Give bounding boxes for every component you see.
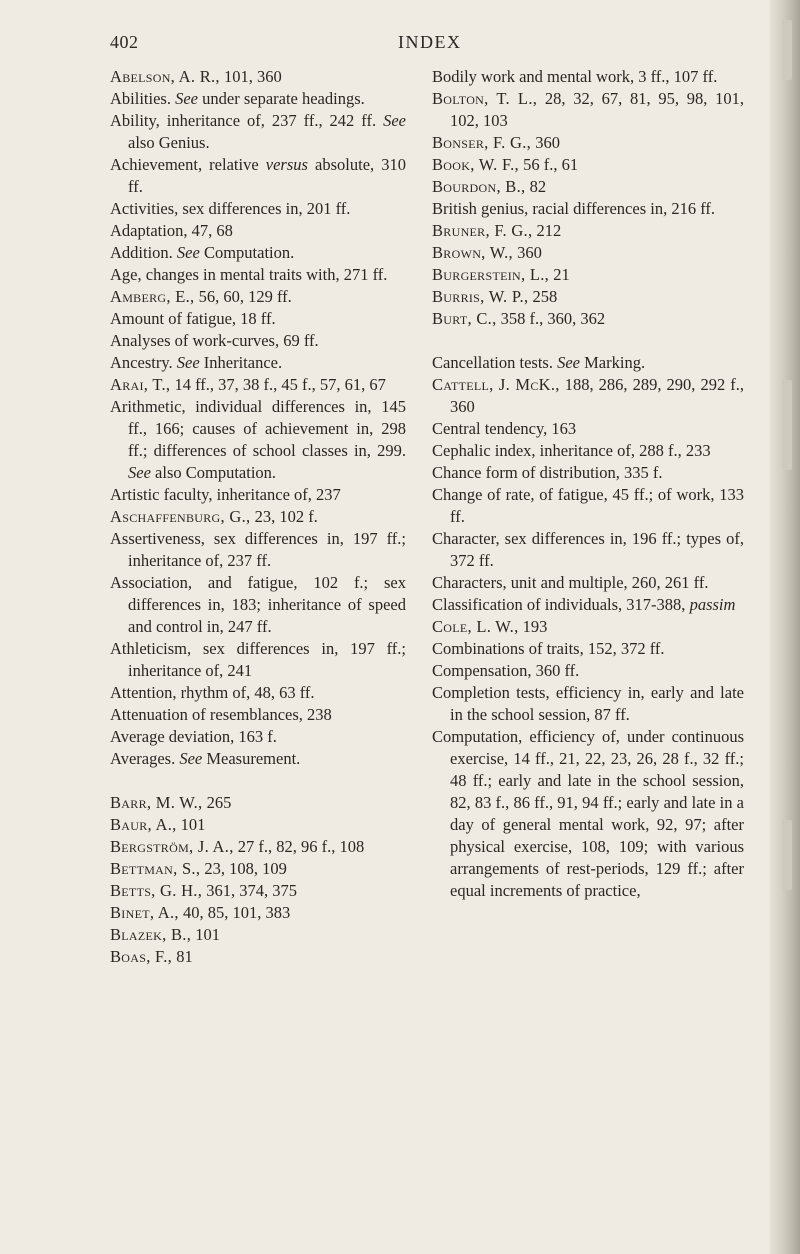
entry-page-refs: 358 f., 360, 362 — [496, 309, 606, 328]
index-entry-ability — [110, 110, 406, 154]
index-entry-addition — [110, 242, 406, 264]
entry-text: Arithmetic, individual differences in, 145 ff., 166; causes of achievement in, 298 ff.; differences of school classes in, 299. — [110, 397, 406, 460]
entry-text: Average deviation, 163 f. — [110, 727, 277, 746]
index-entry-aschaffenburg — [110, 506, 406, 528]
entry-text: Addition. — [110, 243, 177, 262]
entry-text: Athleticism, sex differences in, 197 ff.; inheritance of, 241 — [110, 639, 406, 680]
index-entry-betts — [110, 880, 406, 902]
entry-cross-reference: See — [383, 111, 406, 130]
entry-author-name: Bonser, F. G., — [432, 133, 532, 152]
index-entry-cole — [432, 616, 744, 638]
edge-shadow — [782, 20, 792, 80]
index-entry-bonser — [432, 132, 744, 154]
index-entry-chance — [432, 462, 744, 484]
index-entry-attenuation — [110, 704, 406, 726]
entry-author-name: Burgerstein, L., — [432, 265, 550, 284]
entry-text: Chance form of distribution, 335 f. — [432, 463, 663, 482]
index-entry-boas — [110, 946, 406, 968]
entry-page-refs: 56, 60, 129 ff. — [194, 287, 292, 306]
index-column-left — [110, 66, 406, 968]
entry-text: under separate headings. — [198, 89, 365, 108]
index-entry-burris — [432, 286, 744, 308]
entry-cross-reference: See — [128, 463, 151, 482]
section-gap — [432, 330, 744, 352]
index-entry-assertiveness — [110, 528, 406, 572]
index-entry-brown — [432, 242, 744, 264]
entry-text: Cephalic index, inheritance of, 288 f., 233 — [432, 441, 711, 460]
entry-cross-reference: passim — [689, 595, 736, 614]
entry-text: Achievement, relative — [110, 155, 266, 174]
index-entry-burgerstein — [432, 264, 744, 286]
entry-text: Classification of individuals, 317-388, — [432, 595, 690, 614]
entry-cross-reference: See — [176, 243, 200, 262]
index-entry-abelson — [110, 66, 406, 88]
entry-text: Change of rate, of fatigue, 45 ff.; of work, 133 ff. — [432, 485, 744, 526]
entry-text: Marking. — [580, 353, 646, 372]
index-entry-activities — [110, 198, 406, 220]
index-entry-association — [110, 572, 406, 638]
index-entry-amberg — [110, 286, 406, 308]
entry-text: Character, sex differences in, 196 ff.; types of, 372 ff. — [432, 529, 744, 570]
entry-page-refs: 28, 32, 67, 81, 95, 98, 101, 102, 103 — [450, 89, 744, 130]
index-entry-average-deviation — [110, 726, 406, 748]
entry-page-refs: 101 — [176, 815, 206, 834]
index-entry-amount-fatigue — [110, 308, 406, 330]
entry-page-refs: 193 — [518, 617, 548, 636]
index-entry-cancellation — [432, 352, 744, 374]
entry-text: Attenuation of resemblances, 238 — [110, 705, 332, 724]
entry-text: absolute, 310 ff. — [128, 155, 406, 196]
entry-text: Ability, inheritance of, 237 ff., 242 ff. — [110, 111, 384, 130]
entry-author-name: Cole, L. W., — [432, 617, 519, 636]
entry-author-name: Arai, T., — [110, 375, 171, 394]
entry-text: also Genius. — [128, 133, 210, 152]
entry-text: Cancellation tests. — [432, 353, 558, 372]
entry-cross-reference: See — [175, 89, 198, 108]
entry-author-name: Bettman, S., — [110, 859, 201, 878]
entry-author-name: Betts, G. H., — [110, 881, 203, 900]
entry-cross-reference: versus — [265, 155, 308, 174]
index-entry-burt — [432, 308, 744, 330]
index-entry-book — [432, 154, 744, 176]
index-entry-compensation — [432, 660, 744, 682]
index-entry-baur — [110, 814, 406, 836]
entry-text: Computation, efficiency of, under continuous exercise, 14 ff., 21, 22, 23, 26, 28 f., 32 ff.; 48 ff.; early and late in the school session, 82, 83 f., 86 ff., 91, 94 ff.; early and late in a day of general mental work, 92, 97; after physical exercise, 108, 109; with various arrangements of rest-periods, 129 ff.; after equal increments of practice, — [432, 727, 744, 900]
index-entry-athleticism — [110, 638, 406, 682]
entry-text: Age, changes in mental traits with, 271 ff. — [110, 265, 388, 284]
entry-author-name: Bolton, T. L., — [432, 89, 538, 108]
index-entry-combinations — [432, 638, 744, 660]
entry-text: Measurement. — [202, 749, 301, 768]
index-entry-central — [432, 418, 744, 440]
index-entry-bolton — [432, 88, 744, 132]
entry-author-name: Barr, M. W., — [110, 793, 203, 812]
entry-page-refs: 360 — [512, 243, 542, 262]
entry-page-refs: 23, 102 f. — [250, 507, 318, 526]
entry-page-refs: 27 f., 82, 96 f., 108 — [233, 837, 365, 856]
index-entry-character — [432, 528, 744, 572]
entry-text: Assertiveness, sex differences in, 197 ff.; inheritance of, 237 ff. — [110, 529, 406, 570]
index-entry-attention — [110, 682, 406, 704]
edge-shadow — [782, 380, 792, 470]
entry-text: also Computation. — [150, 463, 277, 482]
entry-text: Adaptation, 47, 68 — [110, 221, 233, 240]
entry-page-refs: 23, 108, 109 — [200, 859, 287, 878]
page-edge — [770, 0, 800, 1254]
entry-page-refs: 14 ff., 37, 38 f., 45 f., 57, 61, 67 — [170, 375, 386, 394]
entry-page-refs: 56 f., 61 — [518, 155, 579, 174]
entry-author-name: Boas, F., — [110, 947, 173, 966]
entry-text: Artistic faculty, inheritance of, 237 — [110, 485, 341, 504]
entry-text: Characters, unit and multiple, 260, 261 ff. — [432, 573, 709, 592]
entry-author-name: Blazek, B., — [110, 925, 192, 944]
entry-text: Attention, rhythm of, 48, 63 ff. — [110, 683, 315, 702]
entry-text: Abilities. — [110, 89, 176, 108]
entry-page-refs: 81 — [172, 947, 193, 966]
entry-cross-reference: See — [557, 353, 581, 372]
running-title: INDEX — [398, 32, 462, 52]
entry-page-refs: 101 — [191, 925, 221, 944]
entry-author-name: Aschaffenburg, G., — [110, 507, 251, 526]
page-number: 402 — [110, 32, 139, 52]
entry-author-name: Bourdon, B., — [432, 177, 526, 196]
index-entry-averages — [110, 748, 406, 770]
entry-author-name: Bruner, F. G., — [432, 221, 533, 240]
section-gap — [110, 770, 406, 792]
index-column-right — [432, 66, 744, 902]
index-entry-bergstrom — [110, 836, 406, 858]
entry-author-name: Bergström, J. A., — [110, 837, 234, 856]
entry-text: Central tendency, 163 — [432, 419, 577, 438]
entry-page-refs: 40, 85, 101, 383 — [178, 903, 291, 922]
index-entry-ancestry — [110, 352, 406, 374]
entry-cross-reference: See — [176, 353, 200, 372]
entry-author-name: Amberg, E., — [110, 287, 195, 306]
entry-text: Amount of fatigue, 18 ff. — [110, 309, 276, 328]
entry-author-name: Book, W. F., — [432, 155, 519, 174]
index-entry-age — [110, 264, 406, 286]
entry-text: Compensation, 360 ff. — [432, 661, 580, 680]
index-entry-bettman — [110, 858, 406, 880]
index-entry-arithmetic — [110, 396, 406, 484]
entry-page-refs: 361, 374, 375 — [202, 881, 298, 900]
entry-text: Ancestry. — [110, 353, 177, 372]
entry-text: Association, and fatigue, 102 f.; sex differences in, 183; inheritance of speed and control in, 247 ff. — [110, 573, 406, 636]
index-entry-bodily — [432, 66, 744, 88]
entry-page-refs: 21 — [549, 265, 570, 284]
edge-shadow — [782, 820, 792, 890]
entry-author-name: Brown, W., — [432, 243, 513, 262]
entry-text: Analyses of work-curves, 69 ff. — [110, 331, 319, 350]
index-entry-cephalic — [432, 440, 744, 462]
index-entry-analyses — [110, 330, 406, 352]
index-entry-change — [432, 484, 744, 528]
entry-page-refs: 265 — [202, 793, 232, 812]
index-entry-characters — [432, 572, 744, 594]
entry-text: Computation. — [199, 243, 295, 262]
entry-text: Combinations of traits, 152, 372 ff. — [432, 639, 665, 658]
index-entry-artistic — [110, 484, 406, 506]
index-entry-bruner — [432, 220, 744, 242]
entry-text: Averages. — [110, 749, 180, 768]
entry-page-refs: 101, 360 — [219, 67, 282, 86]
index-entry-abilities — [110, 88, 406, 110]
index-entry-achievement — [110, 154, 406, 198]
entry-text: Activities, sex differences in, 201 ff. — [110, 199, 351, 218]
entry-author-name: Burris, W. P., — [432, 287, 529, 306]
index-entry-completion — [432, 682, 744, 726]
entry-author-name: Abelson, A. R., — [110, 67, 220, 86]
index-entry-bourdon — [432, 176, 744, 198]
index-entry-cattell — [432, 374, 744, 418]
page-header — [110, 32, 750, 58]
entry-text: Inheritance. — [199, 353, 283, 372]
index-entry-binet — [110, 902, 406, 924]
entry-page-refs: 188, 286, 289, 290, 292 f., 360 — [450, 375, 744, 416]
index-entry-barr — [110, 792, 406, 814]
entry-text: Completion tests, efficiency in, early and late in the school session, 87 ff. — [432, 683, 744, 724]
index-entry-arai — [110, 374, 406, 396]
entry-author-name: Binet, A., — [110, 903, 179, 922]
entry-author-name: Baur, A., — [110, 815, 177, 834]
entry-text: British genius, racial differences in, 216 ff. — [432, 199, 716, 218]
entry-page-refs: 258 — [528, 287, 558, 306]
index-entry-classification — [432, 594, 744, 616]
entry-page-refs: 212 — [532, 221, 562, 240]
index-entry-british — [432, 198, 744, 220]
entry-author-name: Burt, C., — [432, 309, 497, 328]
index-entry-adaptation — [110, 220, 406, 242]
index-entry-blazek — [110, 924, 406, 946]
entry-page-refs: 360 — [531, 133, 560, 152]
index-entry-computation — [432, 726, 744, 902]
entry-author-name: Cattell, J. McK., — [432, 375, 560, 394]
entry-page-refs: 82 — [525, 177, 547, 196]
entry-text: Bodily work and mental work, 3 ff., 107 ff. — [432, 67, 718, 86]
entry-cross-reference: See — [179, 749, 203, 768]
